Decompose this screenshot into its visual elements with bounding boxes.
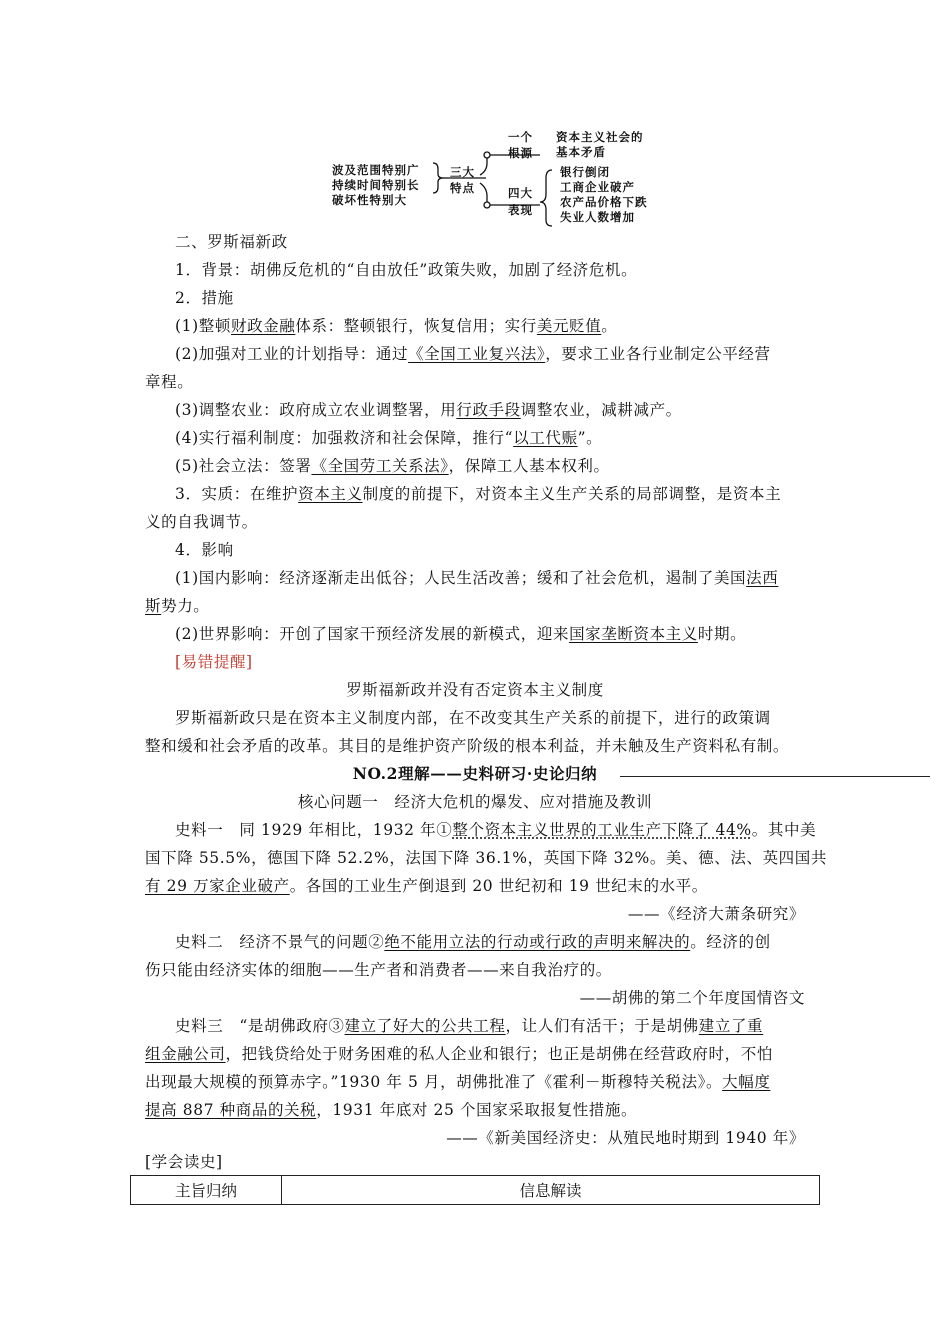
table-header-row <box>131 1176 820 1205</box>
manifestation-bank: 银行倒闭 <box>560 165 610 179</box>
source3-text-3: ，把钱贷给处于财务困难的私人企业和银行；也正是胡佛在经营政府时，不怕 <box>225 1045 773 1063</box>
source2-line2: 伤只能由经济实体的细胞——生产者和消费者——来自我治疗的。 <box>145 961 612 979</box>
measure-2-text: (2)加强对工业的计划指导：通过 <box>175 345 409 363</box>
branch1-label-bottom: 根源 <box>508 146 533 160</box>
source2-line1 <box>175 932 771 952</box>
measure-5-text-2: ，保障工人基本权利。 <box>448 457 610 475</box>
branch1-label-top: 一个 <box>508 130 533 144</box>
source1-line1 <box>175 820 816 840</box>
source1-citation: ——《经济大萧条研究》 <box>627 905 805 923</box>
measure-4-end: ”。 <box>577 429 603 447</box>
influence-1 <box>175 568 778 588</box>
root-cause-line1: 资本主义社会的 <box>556 130 644 144</box>
measure-1-text-2: 体系：整顿银行，恢复信用；实行 <box>295 317 537 335</box>
background-item: 1．背景：胡佛反危机的“自由放任”政策失败，加剧了经济危机。 <box>175 261 638 279</box>
source3-text-2: ，让人们有活干；于是胡佛 <box>505 1017 699 1035</box>
source3-text-4: 出现最大规模的预算赤字。”1930 年 5 月，胡佛批准了《霍利－斯穆特关税法》。 <box>145 1073 723 1091</box>
influence-1-key-fascism: 法西 <box>746 569 779 587</box>
reading-table <box>130 1175 820 1205</box>
influence-title: 4．影响 <box>175 541 234 559</box>
source1-text-3: 。各国的工业生产倒退到 20 世纪初和 19 世纪末的水平。 <box>289 877 708 895</box>
measure-3 <box>175 400 682 420</box>
source2-text-2: 。经济的创 <box>690 933 771 951</box>
warning-line1: 罗斯福新政只是在资本主义制度内部，在不改变其生产关系的前提下，进行的政策调 <box>175 709 771 727</box>
source3-line1 <box>175 1016 763 1036</box>
source2-text: 史料二 经济不景气的问题② <box>175 933 385 951</box>
measure-3-text: (3)调整农业：政府成立农业调整署，用 <box>175 401 457 419</box>
influence-2 <box>175 624 746 644</box>
measure-5-key-labor-act: 《全国劳工关系法》 <box>311 457 449 475</box>
measure-4 <box>175 428 602 448</box>
measure-2 <box>175 344 771 364</box>
influence-2-key-monopoly: 国家垄断资本主义 <box>569 625 698 643</box>
measure-1-key-finance: 财政金融 <box>230 317 296 335</box>
source3-key-1: 建立了好大的公共工程 <box>344 1017 506 1035</box>
source1-line3 <box>145 876 708 896</box>
influence-1-end: 势力。 <box>161 597 210 615</box>
measure-5 <box>175 456 610 476</box>
source1-line2: 国下降 55.5%，德国下降 52.2%，法国下降 36.1%，英国下降 32%。美、德、法、英四国共 <box>145 849 827 867</box>
diagram-connectors <box>0 0 950 240</box>
source1-key-2: 有 29 万家企业破产 <box>145 877 290 895</box>
manifestation-enterprise: 工商企业破产 <box>560 180 635 194</box>
source2-citation: ——胡佛的第二个年度国情咨文 <box>579 989 805 1007</box>
essence <box>175 484 781 504</box>
no2-heading: NO.2理解——史料研习·史论归纳 <box>352 764 598 783</box>
branch2-label-bottom: 表现 <box>508 203 533 217</box>
manifestation-price: 农产品价格下跌 <box>560 195 648 209</box>
influence-2-text: (2)世界影响：开创了国家干预经济发展的新模式，迎来 <box>175 625 570 643</box>
source3-key-3b: 提高 887 种商品的关税 <box>145 1101 317 1119</box>
manifestation-unemployment: 失业人数增加 <box>560 210 635 224</box>
source3-citation: ——《新美国经济史：从殖民地时期到 1940 年》 <box>446 1129 805 1147</box>
learn-tag: [学会读史] <box>145 1153 223 1171</box>
section2-title: 二、罗斯福新政 <box>175 233 288 251</box>
measure-1 <box>175 316 617 336</box>
measure-2-line2: 章程。 <box>145 373 194 391</box>
measure-2-text-2: ，要求工业各行业制定公平经营 <box>545 345 771 363</box>
feature-scope: 波及范围特别广 <box>332 163 420 177</box>
measure-1-key-devalue: 美元贬值 <box>536 317 602 335</box>
measure-5-text: (5)社会立法：签署 <box>175 457 312 475</box>
measure-1-end: 。 <box>601 317 618 335</box>
influence-1-text: (1)国内影响：经济逐渐走出低谷；人民生活改善；缓和了社会危机，遏制了美国 <box>175 569 747 587</box>
source1-text-2: 。其中美 <box>751 821 817 839</box>
core-question: 核心问题一 经济大危机的爆发、应对措施及教训 <box>297 793 653 811</box>
source3-key-3: 大幅度 <box>722 1073 771 1091</box>
source1-text: 史料一 同 1929 年相比，1932 年① <box>175 821 453 839</box>
measure-1-text: (1)整顿 <box>175 317 231 335</box>
source3-line3 <box>145 1072 770 1092</box>
influence-2-end: 时期。 <box>697 625 747 643</box>
feature-destructiveness: 破坏性特别大 <box>332 193 407 207</box>
source3-line4 <box>145 1100 637 1120</box>
measure-2-key-act: 《全国工业复兴法》 <box>408 345 546 363</box>
warning-line2: 整和缓和社会矛盾的改革。其目的是维护资产阶级的根本利益，并未触及生产资料私有制。 <box>145 737 790 755</box>
essence-text-2: 制度的前提下，对资本主义生产关系的局部调整，是资本主 <box>362 485 782 503</box>
measure-4-key-workrelief: 以工代赈 <box>513 429 578 447</box>
heading-rule <box>620 776 930 777</box>
influence-1-line2 <box>145 596 209 616</box>
source1-key-1: 整个资本主义世界的工业生产下降了 44% <box>452 821 752 839</box>
center-label-top: 三大 <box>450 165 475 179</box>
feature-duration: 持续时间特别长 <box>332 178 420 192</box>
source3-text: 史料三 “是胡佛政府③ <box>175 1017 345 1035</box>
source3-text-5: ，1931 年底对 25 个国家采取报复性措施。 <box>316 1101 638 1119</box>
measure-4-text: (4)实行福利制度：加强救济和社会保障，推行“ <box>175 429 514 447</box>
center-label-bottom: 特点 <box>450 181 475 195</box>
measures-title: 2．措施 <box>175 289 234 307</box>
source2-key-1: 绝不能用立法的行动或行政的声明来解决的 <box>384 933 691 951</box>
warning-tag: [易错提醒] <box>175 653 253 671</box>
essence-line2: 义的自我调节。 <box>145 513 258 531</box>
essence-key-capitalism: 资本主义 <box>298 485 363 503</box>
source3-line2 <box>145 1044 773 1064</box>
source3-key-2: 建立了重 <box>698 1017 764 1035</box>
source3-key-2b: 组金融公司 <box>145 1045 226 1063</box>
warning-title: 罗斯福新政并没有否定资本主义制度 <box>346 681 604 699</box>
table-col-interpretation: 信息解读 <box>282 1176 820 1205</box>
branch2-label-top: 四大 <box>508 186 533 200</box>
essence-text: 3．实质：在维护 <box>175 485 299 503</box>
table-col-summary: 主旨归纳 <box>131 1176 282 1205</box>
measure-3-key-admin: 行政手段 <box>456 401 521 419</box>
measure-3-text-2: 调整农业，减耕减产。 <box>520 401 682 419</box>
influence-1-key-fascism-2: 斯 <box>145 597 162 615</box>
root-cause-line2: 基本矛盾 <box>556 145 606 159</box>
